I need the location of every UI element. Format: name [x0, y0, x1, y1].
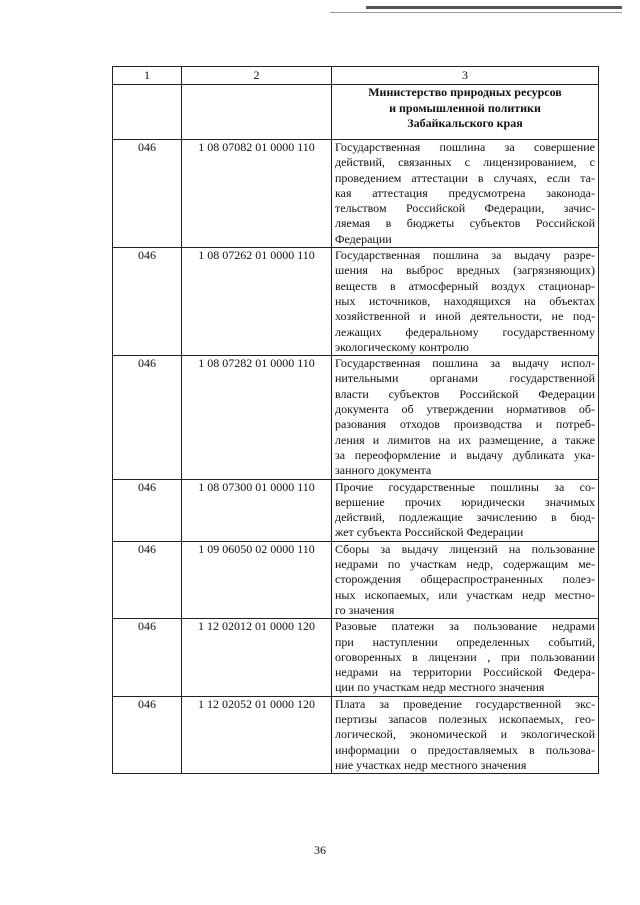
description-line: шения на выброс вредных (загрязняющих)	[335, 263, 595, 278]
description-line: Государственная пошлина за выдачу испол-	[335, 356, 595, 371]
description-line: логической, экономической и экологической	[335, 727, 595, 742]
administrator-code: 046	[113, 696, 182, 773]
description-line: экологическому контролю	[335, 339, 469, 354]
ministry-name	[332, 85, 599, 140]
description-line: проведением аттестации в случаях, если та-	[335, 170, 595, 185]
description-line: пертизы запасов полезных ископаемых, гео-	[335, 711, 595, 726]
ministry-line: и промышленной политики	[389, 100, 541, 115]
description-line: Разовые платежи за пользование недрами	[335, 619, 595, 634]
description-line: лежащих федеральному государственному	[335, 324, 595, 339]
description-line: Государственная пошлина за совершение	[335, 140, 595, 154]
table-row	[113, 140, 599, 248]
budget-classification-code: 1 08 07262 01 0000 110	[182, 248, 332, 356]
description-line: ние участках недр местного значения	[335, 757, 527, 772]
table-row	[113, 541, 599, 618]
budget-classification-code: 1 12 02012 01 0000 120	[182, 619, 332, 696]
description-line: жет субъекта Российской Федерации	[335, 525, 524, 540]
column-number-3: 3	[332, 67, 599, 85]
description-line: недрами на территории Российской Федера-	[335, 665, 595, 680]
income-description	[332, 356, 599, 479]
description-line: веществ в атмосферный воздух стационар-	[335, 278, 595, 293]
budget-codes-table	[112, 66, 599, 774]
table-row	[113, 619, 599, 696]
income-description	[332, 248, 599, 356]
income-description	[332, 479, 599, 541]
description-line: документа об утверждении нормативов об-	[335, 402, 595, 417]
description-line: тельством Российской Федерации, зачис-	[335, 201, 595, 216]
description-line: Федерации	[335, 231, 392, 246]
administrator-code: 046	[113, 356, 182, 479]
table-row	[113, 479, 599, 541]
description-line: вершение прочих юридически значимых	[335, 494, 595, 509]
empty-cell	[182, 85, 332, 140]
budget-classification-code: 1 12 02052 01 0000 120	[182, 696, 332, 773]
description-line: го значения	[335, 602, 395, 617]
column-numbers-row	[113, 67, 599, 85]
description-line: сторождения общераспространенных полез-	[335, 572, 595, 587]
description-line: ления и лимитов на их размещение, а также	[335, 432, 595, 447]
page-number: 36	[314, 843, 326, 857]
income-description	[332, 140, 599, 248]
ministry-line: Министерство природных ресурсов	[368, 85, 562, 99]
table-body	[113, 140, 599, 774]
budget-classification-code: 1 09 06050 02 0000 110	[182, 541, 332, 618]
ministry-header-row	[113, 85, 599, 140]
budget-classification-code: 1 08 07282 01 0000 110	[182, 356, 332, 479]
description-line: Плата за проведение государственной экс-	[335, 696, 595, 711]
column-number-2: 2	[182, 67, 332, 85]
description-line: информации о предоставляемых в пользова-	[335, 742, 595, 757]
description-line: кая аттестация предусмотрена законода-	[335, 185, 595, 200]
description-line: ции по участкам недр местного значения	[335, 680, 545, 695]
ministry-line: Забайкальского края	[407, 116, 523, 130]
scan-top-line	[366, 6, 622, 9]
administrator-code: 046	[113, 541, 182, 618]
description-line: власти субъектов Российской Федерации	[335, 386, 595, 401]
table-row	[113, 356, 599, 479]
administrator-code: 046	[113, 479, 182, 541]
column-number-1: 1	[113, 67, 182, 85]
description-line: Государственная пошлина за выдачу разре-	[335, 248, 595, 263]
administrator-code: 046	[113, 619, 182, 696]
description-line: оговоренных в лицензии , при пользовании	[335, 649, 595, 664]
administrator-code: 046	[113, 140, 182, 248]
description-line: за переоформление и выдачу дубликата ука-	[335, 447, 595, 462]
description-line: действий, подлежащие зачислению в бюд-	[335, 510, 595, 525]
description-line: ляемая в бюджеты субъектов Российской	[335, 216, 595, 231]
description-line: ных ископаемых, или участкам недр местно-	[335, 587, 595, 602]
description-line: недрами по участкам недр, содержащим ме-	[335, 557, 595, 572]
income-description	[332, 619, 599, 696]
empty-cell	[113, 85, 182, 140]
description-line: Сборы за выдачу лицензий на пользование	[335, 541, 595, 556]
description-line: нительными органами государственной	[335, 371, 595, 386]
description-line: действий, связанных с лицензированием, с	[335, 155, 595, 170]
table-row	[113, 696, 599, 773]
description-line: при наступлении определенных событий,	[335, 634, 595, 649]
income-description	[332, 696, 599, 773]
description-line: занного документа	[335, 463, 432, 478]
table-row	[113, 248, 599, 356]
description-line: Прочие государственные пошлины за со-	[335, 479, 595, 494]
income-description	[332, 541, 599, 618]
budget-classification-code: 1 08 07082 01 0000 110	[182, 140, 332, 248]
budget-classification-code: 1 08 07300 01 0000 110	[182, 479, 332, 541]
administrator-code: 046	[113, 248, 182, 356]
description-line: разования отходов производства и потреб-	[335, 417, 595, 432]
description-line: ных источников, находящихся на объектах	[335, 293, 595, 308]
description-line: хозяйственной и иной деятельности, не под-	[335, 309, 595, 324]
scan-top-line-thin	[330, 12, 622, 13]
